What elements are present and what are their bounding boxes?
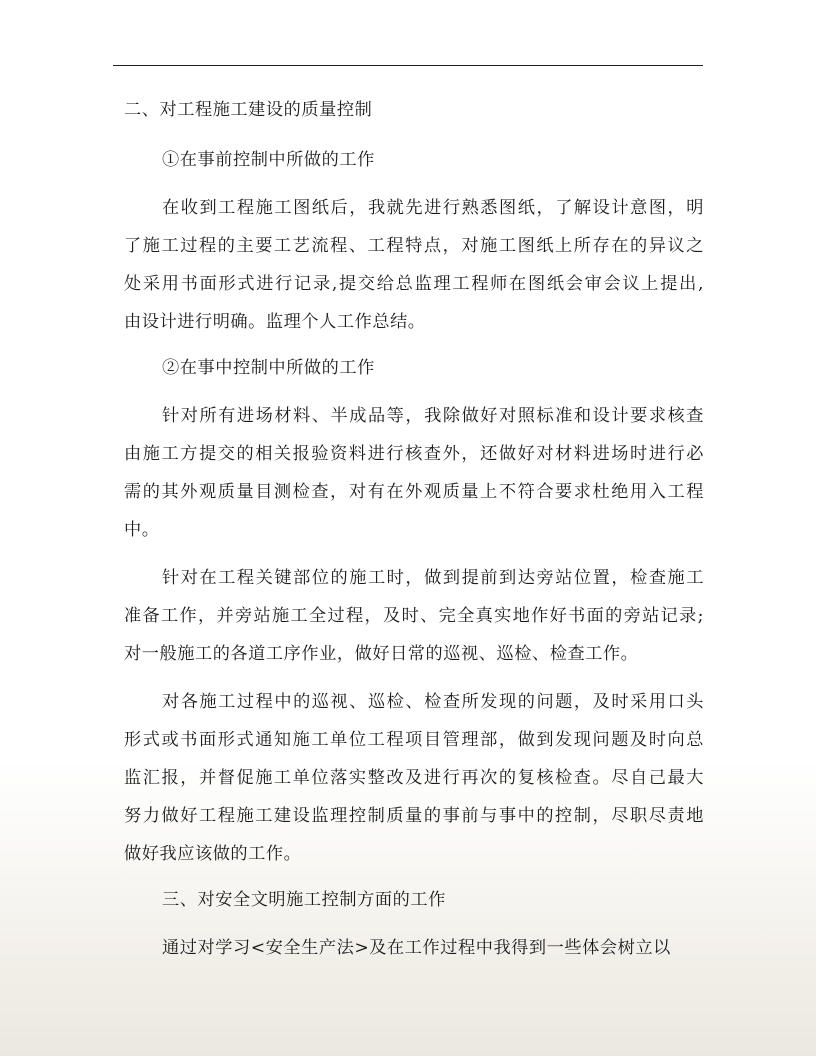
paragraph-line: 由设计进行明确。监理个人工作总结。 (124, 312, 426, 332)
paragraph-line: 监汇报，并督促施工单位落实整改及进行再次的复核检查。尽自己最大 (124, 768, 704, 788)
paragraph-line: 了施工过程的主要工艺流程、工程特点，对施工图纸上所存在的异议之 (124, 236, 704, 256)
paragraph-line: 针对在工程关键部位的施工时，做到提前到达旁站位置，检查施工 (162, 568, 704, 588)
paragraph-line: 由施工方提交的相关报验资料进行核查外，还做好对材料进场时进行必 (124, 444, 704, 464)
paragraph-line: 努力做好工程施工建设监理控制质量的事前与事中的控制，尽职尽责地 (124, 806, 704, 826)
paragraph-line: 准备工作，并旁站施工全过程，及时、完全真实地作好书面的旁站记录; (124, 606, 704, 626)
paragraph-line: 对各施工过程中的巡视、巡检、检查所发现的问题，及时采用口头 (162, 692, 704, 712)
paragraph-line: 中。 (124, 520, 160, 540)
paragraph-line: 处采用书面形式进行记录,提交给总监理工程师在图纸会审会议上提出, (124, 274, 704, 294)
section-heading-safety-control: 三、对安全文明施工控制方面的工作 (162, 890, 446, 910)
paragraph-line: 通过对学习<安全生产法>及在工作过程中我得到一些体会树立以 (162, 938, 671, 958)
section-heading-quality-control: 二、对工程施工建设的质量控制 (124, 100, 373, 120)
header-rule (113, 65, 703, 66)
paragraph-line: 做好我应该做的工作。 (124, 844, 302, 864)
paragraph-line: 形式或书面形式通知施工单位工程项目管理部，做到发现问题及时向总 (124, 730, 704, 750)
paragraph-line: 需的其外观质量目测检查，对有在外观质量上不符合要求杜绝用入工程 (124, 482, 704, 502)
paragraph-line: 针对所有进场材料、半成品等，我除做好对照标准和设计要求核查 (162, 406, 704, 426)
paragraph-line: 在收到工程施工图纸后，我就先进行熟悉图纸，了解设计意图，明 (162, 198, 704, 218)
subheading-in-process-control: ②在事中控制中所做的工作 (162, 358, 375, 378)
paragraph-line: 对一般施工的各道工序作业，做好日常的巡视、巡检、检查工作。 (124, 644, 639, 664)
subheading-pre-control: ①在事前控制中所做的工作 (162, 150, 375, 170)
